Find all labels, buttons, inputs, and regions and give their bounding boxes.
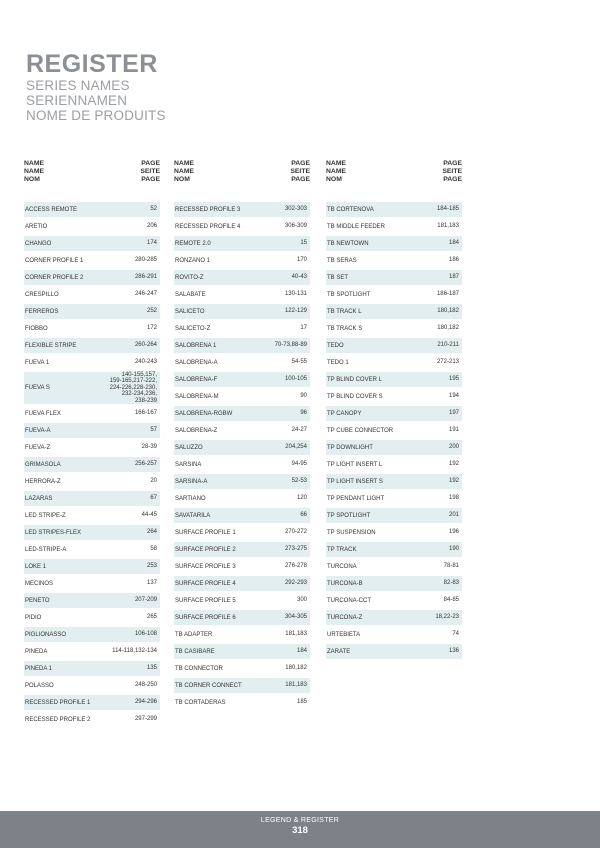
page-reference: 78-81 (443, 563, 459, 570)
series-name: TB TRACK L (327, 308, 362, 315)
page-reference: 192 (448, 461, 459, 468)
name-label: NAME (326, 168, 347, 175)
register-row (326, 610, 462, 625)
page-reference: 100-105 (284, 376, 307, 383)
page-reference: 302-303 (284, 206, 307, 213)
page-reference: 170 (296, 257, 307, 264)
register-row (326, 525, 462, 540)
series-name: SURFACE PROFILE 1 (175, 529, 236, 536)
series-name: TP CUBE CONNECTOR (327, 427, 394, 434)
page-reference: 44-45 (141, 512, 157, 519)
series-name: TB SERAS (327, 257, 357, 264)
register-row (174, 440, 310, 455)
series-name: FLEXIBLE STRIPE (25, 342, 77, 349)
register-row (326, 457, 462, 472)
register-row (326, 593, 462, 608)
register-row (24, 321, 160, 336)
series-name: LED-STRIPE-A (25, 546, 67, 553)
register-row (326, 338, 462, 353)
page-reference: 84-85 (443, 597, 459, 604)
subtitle-de: SERIENNAMEN (26, 93, 128, 108)
register-row (24, 542, 160, 557)
column-rows (24, 202, 160, 727)
series-name: SARSINA (175, 461, 202, 468)
page-reference: 184 (448, 240, 459, 247)
series-name: ACCESS REMOTE (25, 206, 78, 213)
series-name: SURFACE PROFILE 5 (175, 597, 236, 604)
register-row (174, 491, 310, 506)
series-name: TB ADAPTER (175, 631, 213, 638)
page-reference: 67 (150, 495, 157, 502)
series-name: TURCONA-Z (327, 614, 363, 621)
register-row (326, 253, 462, 268)
register-row (174, 406, 310, 421)
page-reference: 140-155,157, 159-165,217-222, 224-226,228-230, 232-234,236, 238-239 (109, 371, 157, 404)
page-label: PAGE (443, 176, 462, 183)
series-name: FUEVA-A (25, 427, 51, 434)
register-row (24, 219, 160, 234)
page-reference: 210-211 (437, 342, 459, 349)
series-name: SALABATE (175, 291, 206, 298)
column-header (174, 160, 310, 202)
series-name: TEDO (327, 342, 344, 349)
column-rows (174, 202, 310, 710)
subtitle-en: SERIES NAMES (26, 78, 130, 93)
name-label: NAME (174, 168, 195, 175)
series-name: RECESSED PROFILE 2 (25, 716, 91, 723)
register-row (24, 559, 160, 574)
register-row (174, 338, 310, 353)
register-row (174, 457, 310, 472)
series-name: SALICETO (175, 308, 205, 315)
page-reference: 240-243 (134, 359, 157, 366)
series-name: TP CANOPY (327, 410, 362, 417)
register-row (326, 202, 462, 217)
series-name: CRESPILLO (25, 291, 59, 298)
series-name: TP PENDANT LIGHT (327, 495, 385, 502)
series-name: LED STRIPE-Z (25, 512, 66, 519)
series-name: PINEDA 1 (25, 665, 53, 672)
register-row (174, 542, 310, 557)
page-reference: 264 (146, 529, 157, 536)
page-reference: 184-185 (436, 206, 459, 213)
series-name: FUEVA S (25, 385, 50, 391)
series-name: CORNER PROFILE 1 (25, 257, 84, 264)
series-name: RONZANO 1 (175, 257, 211, 264)
series-name: PINEDA (25, 648, 48, 655)
series-name: SALOBRENA-F (175, 376, 218, 383)
series-name: FIOBBO (25, 325, 48, 332)
series-name: LED STRIPES-FLEX (25, 529, 82, 536)
register-row (24, 236, 160, 251)
series-name: POLASSO (25, 682, 54, 689)
register-row (24, 338, 160, 353)
series-name: TP BLIND COVER L (327, 376, 382, 383)
register-row (326, 219, 462, 234)
register-row (174, 423, 310, 438)
register-row (174, 389, 310, 404)
page-reference: 135 (146, 665, 157, 672)
page-reference: 207-209 (134, 597, 157, 604)
name-label: NOM (174, 176, 190, 183)
register-row (24, 525, 160, 540)
series-name: PIDIO (25, 614, 42, 621)
page-reference: 260-264 (134, 342, 157, 349)
series-name: TB CORTADERAS (175, 699, 226, 706)
series-name: HERRORA-Z (25, 478, 61, 485)
series-name: SURFACE PROFILE 3 (175, 563, 236, 570)
series-name: PIGLIONASSO (25, 631, 67, 638)
register-row (24, 712, 160, 727)
column-header (24, 160, 160, 202)
register-row (174, 610, 310, 625)
page-reference: 195 (448, 376, 459, 383)
name-label: NAME (24, 160, 45, 167)
register-row (174, 219, 310, 234)
page-reference: 181,183 (437, 223, 459, 230)
page-reference: 300 (296, 597, 307, 604)
page-reference: 273-275 (284, 546, 307, 553)
page-label: SEITE (140, 168, 160, 175)
page-reference: 122-129 (284, 308, 307, 315)
register-row (326, 559, 462, 574)
series-name: SAVATARILA (175, 512, 211, 519)
series-name: SALOBRENA-RGBW (175, 410, 233, 417)
page-reference: 114-118,132-134 (112, 648, 157, 655)
register-row (174, 576, 310, 591)
series-name: TB MIDDLE FEEDER (327, 223, 386, 230)
page-reference: 248-250 (134, 682, 157, 689)
register-row (326, 542, 462, 557)
page-reference: 57 (150, 427, 157, 434)
page-reference: 200 (448, 444, 459, 451)
page-reference: 120 (296, 495, 307, 502)
register-row (326, 355, 462, 370)
series-name: SALUZZO (175, 444, 203, 451)
page-title: REGISTER (26, 50, 158, 78)
page-reference: 186 (448, 257, 459, 264)
register-row (174, 695, 310, 710)
register-row (174, 372, 310, 387)
series-name: ZARATE (327, 648, 351, 655)
page-reference: 52 (150, 206, 157, 213)
series-name: ARETIO (25, 223, 48, 230)
series-name: TB SET (327, 274, 349, 281)
register-row (326, 287, 462, 302)
series-name: TURCONA-B (327, 580, 363, 587)
series-name: SARTIANO (175, 495, 206, 502)
register-row (326, 644, 462, 659)
register-row (326, 508, 462, 523)
series-name: REMOTE 2.0 (175, 240, 211, 247)
series-name: URTEBIETA (327, 631, 361, 638)
register-column-1 (24, 160, 160, 729)
page-reference: 180,182 (437, 308, 459, 315)
page-label: PAGE (443, 160, 462, 167)
page-reference: 136 (448, 648, 459, 655)
page-reference: 280-285 (134, 257, 157, 264)
register-row (24, 355, 160, 370)
page-reference: 172 (146, 325, 157, 332)
register-row (24, 253, 160, 268)
register-row (174, 474, 310, 489)
register-row (174, 508, 310, 523)
series-name: FUEVA 1 (25, 359, 50, 366)
register-row (24, 287, 160, 302)
register-row (326, 491, 462, 506)
page-reference: 20 (150, 478, 157, 485)
register-row (326, 270, 462, 285)
series-name: CORNER PROFILE 2 (25, 274, 84, 281)
page-reference: 82-83 (443, 580, 459, 587)
register-row (174, 287, 310, 302)
page-reference: 192 (448, 478, 459, 485)
name-label: NOM (24, 176, 40, 183)
page-reference: 28-39 (141, 444, 157, 451)
register-row (24, 644, 160, 659)
series-name: CHANGO (25, 240, 52, 247)
series-name: TEDO 1 (327, 359, 349, 366)
page-reference: 196 (448, 529, 459, 536)
page-reference: 15 (300, 240, 307, 247)
page-reference: 286-291 (134, 274, 157, 281)
page-reference: 256-257 (134, 461, 157, 468)
series-name: MECINOS (25, 580, 54, 587)
name-label: NOM (326, 176, 342, 183)
register-row (174, 355, 310, 370)
page-reference: 253 (146, 563, 157, 570)
series-name: FUEVA-Z (25, 444, 51, 451)
page-reference: 184 (296, 648, 307, 655)
page-reference: 194 (448, 393, 459, 400)
page-reference: 276-278 (284, 563, 307, 570)
page-number: 318 (292, 825, 308, 836)
register-row (326, 474, 462, 489)
series-name: PENETO (25, 597, 50, 604)
register-row (24, 440, 160, 455)
register-column-3 (326, 160, 462, 661)
series-name: SARSINA-A (175, 478, 208, 485)
register-row (174, 559, 310, 574)
page-reference: 40-43 (291, 274, 307, 281)
page-reference: 206 (146, 223, 157, 230)
register-column-2 (174, 160, 310, 712)
page-reference: 58 (150, 546, 157, 553)
page-reference: 66 (300, 512, 307, 519)
register-row (174, 304, 310, 319)
page-label: PAGE (291, 176, 310, 183)
page-reference: 252 (146, 308, 157, 315)
series-name: TURCONA (327, 563, 357, 570)
page-reference: 96 (300, 410, 307, 417)
page-reference: 180,182 (285, 665, 307, 672)
page-label: PAGE (141, 176, 160, 183)
page-reference: 74 (452, 631, 459, 638)
register-row (24, 304, 160, 319)
series-name: TP BLIND COVER S (327, 393, 383, 400)
page-reference: 130-131 (284, 291, 307, 298)
page-reference: 294-296 (134, 699, 157, 706)
register-row (174, 236, 310, 251)
page-reference: 272-213 (436, 359, 459, 366)
register-row (174, 270, 310, 285)
name-label: NAME (174, 160, 195, 167)
series-name: ROVITO-Z (175, 274, 204, 281)
series-name: SURFACE PROFILE 6 (175, 614, 236, 621)
register-row (174, 644, 310, 659)
register-row (174, 661, 310, 676)
name-label: NAME (24, 168, 45, 175)
register-row (174, 525, 310, 540)
register-row (24, 270, 160, 285)
series-name: SALOBRENA-Z (175, 427, 218, 434)
page-reference: 18,22-23 (435, 614, 459, 621)
page-reference: 17 (300, 325, 307, 332)
page-reference: 246-247 (134, 291, 157, 298)
page-label: SEITE (442, 168, 462, 175)
register-row (326, 304, 462, 319)
register-row (326, 236, 462, 251)
series-name: FUEVA FLEX (25, 410, 61, 417)
page-reference: 54-55 (291, 359, 307, 366)
register-row (24, 627, 160, 642)
series-name: SURFACE PROFILE 4 (175, 580, 236, 587)
register-row (24, 593, 160, 608)
register-row (174, 321, 310, 336)
series-name: TP LIGHT INSERT L (327, 461, 383, 468)
footer-section-label: LEGEND & REGISTER (260, 817, 340, 824)
name-label: NAME (326, 160, 347, 167)
page-reference: 181,183 (285, 631, 307, 638)
register-row (24, 423, 160, 438)
subtitle-fr: NOME DE PRODUITS (26, 108, 166, 123)
register-row (174, 627, 310, 642)
page-reference: 70-73,88-89 (274, 342, 307, 349)
series-name: SALOBRENA 1 (175, 342, 217, 349)
series-name: RECESSED PROFILE 3 (175, 206, 241, 213)
register-row (326, 389, 462, 404)
series-name: TB TRACK S (327, 325, 363, 332)
register-row (24, 202, 160, 217)
register-row (24, 508, 160, 523)
page-reference: 306-309 (284, 223, 307, 230)
series-name: SALICETO-Z (175, 325, 211, 332)
series-name: LAZARAS (25, 495, 53, 502)
page-label: PAGE (141, 160, 160, 167)
page-reference: 94-95 (291, 461, 307, 468)
series-name: TP LIGHT INSERT S (327, 478, 383, 485)
register-row (326, 423, 462, 438)
register-row (174, 253, 310, 268)
register-row (24, 491, 160, 506)
page-footer (0, 811, 600, 848)
page-reference: 106-108 (134, 631, 157, 638)
page-reference: 166-167 (134, 410, 157, 417)
register-row (24, 661, 160, 676)
register-row (326, 406, 462, 421)
column-rows (326, 202, 462, 659)
series-name: SALOBRENA-A (175, 359, 218, 366)
page-reference: 304-305 (284, 614, 307, 621)
page-reference: 204,254 (285, 444, 307, 451)
page-reference: 90 (300, 393, 307, 400)
register-row (24, 372, 160, 404)
series-name: TP DOWNLIGHT (327, 444, 373, 451)
series-name: TB SPOTLIGHT (327, 291, 371, 298)
page-reference: 270-272 (284, 529, 307, 536)
series-name: TB NEWTOWN (327, 240, 369, 247)
page-reference: 174 (146, 240, 157, 247)
register-row (24, 678, 160, 693)
page-reference: 198 (448, 495, 459, 502)
series-name: SALOBRENA-M (175, 393, 219, 400)
page-label: SEITE (290, 168, 310, 175)
register-row (24, 457, 160, 472)
series-name: TP SUSPENSION (327, 529, 376, 536)
page-reference: 265 (146, 614, 157, 621)
register-row (326, 627, 462, 642)
page-reference: 191 (448, 427, 459, 434)
page-reference: 297-299 (134, 716, 157, 723)
series-name: TURCONA-CCT (327, 597, 371, 604)
page-reference: 197 (448, 410, 459, 417)
register-row (24, 576, 160, 591)
series-name: GRIMASOLA (25, 461, 61, 468)
series-name: LOKE 1 (25, 563, 47, 570)
register-row (326, 372, 462, 387)
page-label: PAGE (291, 160, 310, 167)
page-reference: 185 (296, 699, 307, 706)
register-row (24, 695, 160, 710)
register-row (24, 610, 160, 625)
series-name: TP TRACK (327, 546, 357, 553)
register-row (326, 440, 462, 455)
series-name: TB CONNECTOR (175, 665, 223, 672)
series-name: RECESSED PROFILE 4 (175, 223, 241, 230)
register-row (326, 321, 462, 336)
register-row (174, 678, 310, 693)
page-reference: 292-293 (284, 580, 307, 587)
page-reference: 190 (448, 546, 459, 553)
register-row (326, 576, 462, 591)
series-name: FERREROS (25, 308, 59, 315)
series-name: SURFACE PROFILE 2 (175, 546, 236, 553)
column-header (326, 160, 462, 202)
series-name: TB CORNER CONNECT (175, 682, 242, 689)
page-reference: 52-53 (291, 478, 307, 485)
page-reference: 24-27 (291, 427, 307, 434)
series-name: TB CASIBARE (175, 648, 215, 655)
register-row (24, 406, 160, 421)
register-row (24, 474, 160, 489)
register-row (174, 593, 310, 608)
page-reference: 187 (448, 274, 459, 281)
register-row (174, 202, 310, 217)
series-name: TP SPOTLIGHT (327, 512, 371, 519)
page-reference: 186-187 (436, 291, 459, 298)
page-reference: 181,183 (285, 682, 307, 689)
page-reference: 137 (146, 580, 157, 587)
series-name: TB CORTENOVA (327, 206, 374, 213)
series-name: RECESSED PROFILE 1 (25, 699, 91, 706)
page-reference: 180,182 (437, 325, 459, 332)
page-reference: 201 (448, 512, 459, 519)
title-block (26, 50, 166, 123)
